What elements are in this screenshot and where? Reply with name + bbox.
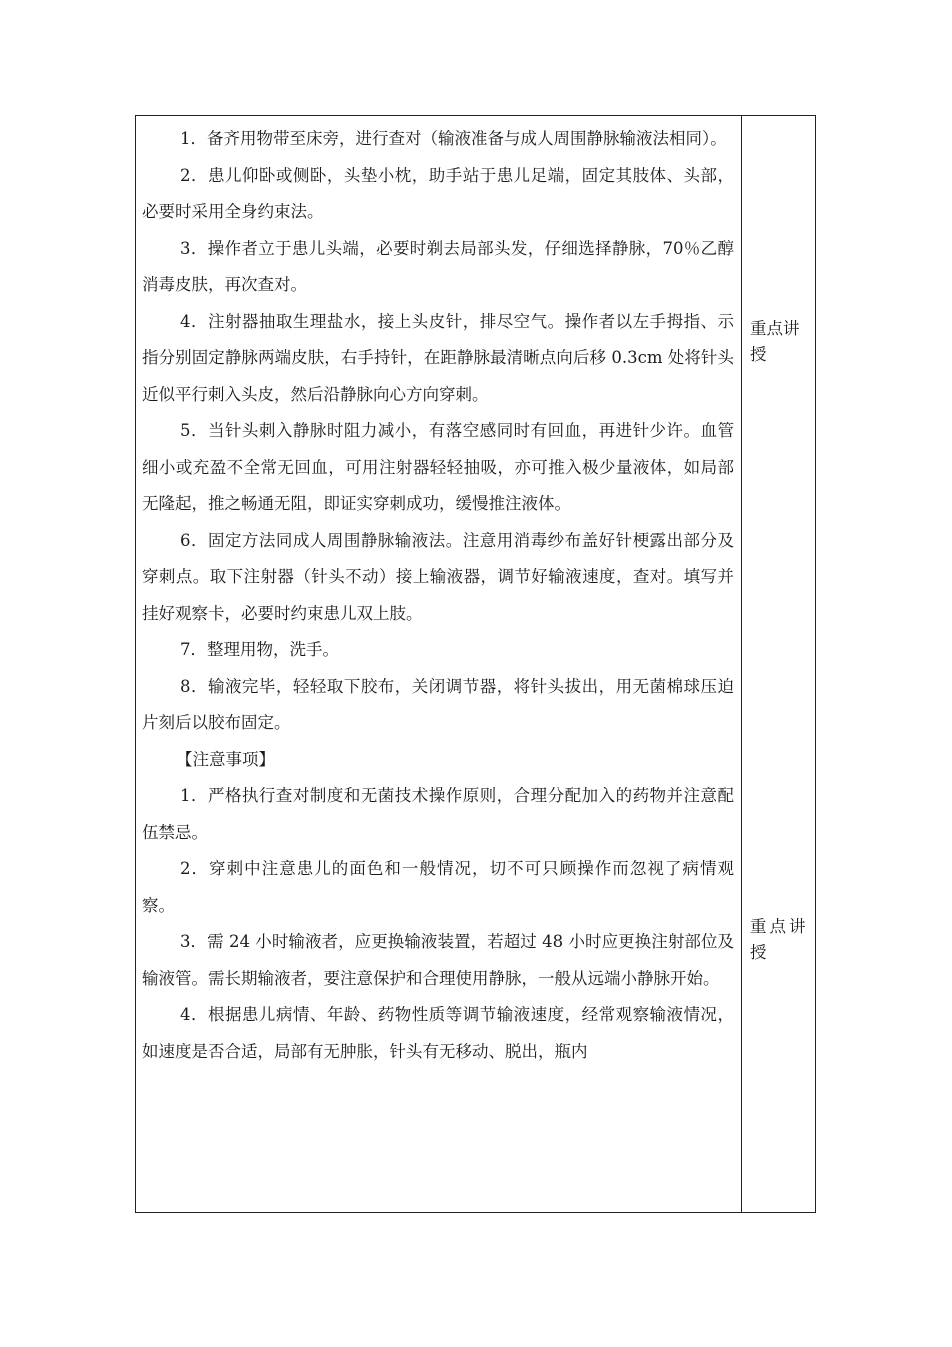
procedure-step: 7．整理用物，洗手。	[180, 640, 339, 659]
procedure-step: 3．操作者立于患儿头端，必要时剃去局部头发，仔细选择静脉，70％乙醇消毒皮肤，再次查对。	[142, 238, 734, 294]
column-divider	[741, 116, 742, 1212]
side-note-key-teaching: 重点讲授	[750, 917, 809, 962]
precaution-item: 4．根据患儿病情、年龄、药物性质等调节输液速度，经常观察输液情况，如速度是否合适，局部有无肿胀，针头有无移动、脱出，瓶内	[142, 1005, 734, 1061]
procedure-step: 8．输液完毕，轻轻取下胶布，关闭调节器，将针头拔出，用无菌棉球压迫片刻后以胶布固定。	[142, 676, 734, 732]
procedure-step: 6．固定方法同成人周围静脉输液法。注意用消毒纱布盖好针梗露出部分及穿刺点。取下注射器（针头不动）接上输液器，调节好输液速度，查对。填写并挂好观察卡，必要时约束患儿双上肢。	[142, 530, 734, 623]
procedure-step: 5．当针头刺入静脉时阻力减小，有落空感同时有回血，再进针少许。血管细小或充盈不全常无回血，可用注射器轻轻抽吸，亦可推入极少量液体，如局部无隆起，推之畅通无阻，即证实穿刺成功，缓慢推注液体。	[142, 421, 734, 513]
procedure-step: 4．注射器抽取生理盐水，接上头皮针，排尽空气。操作者以左手拇指、示指分别固定静脉两端皮肤，右手持针，在距静脉最清晰点向后移 0.3cm 处将针头近似平行刺入头皮，然后沿静脉向心方向穿刺。	[142, 311, 734, 404]
precaution-item: 1．严格执行查对制度和无菌技术操作原则，合理分配加入的药物并注意配伍禁忌。	[142, 786, 734, 842]
content-table	[135, 115, 816, 1213]
procedure-step: 1．备齐用物带至床旁，进行查对（输液准备与成人周围静脉输液法相同）。	[180, 129, 727, 148]
precaution-item: 2．穿刺中注意患儿的面色和一般情况，切不可只顾操作而忽视了病情观察。	[142, 859, 734, 915]
notes-heading: 【注意事项】	[176, 749, 275, 769]
side-note-key-teaching: 重点讲授	[750, 319, 800, 364]
main-content-column	[142, 121, 734, 1070]
procedure-step: 2．患儿仰卧或侧卧，头垫小枕，助手站于患儿足端，固定其肢体、头部，必要时采用全身约束法。	[142, 165, 734, 221]
precaution-item: 3．需 24 小时输液者，应更换输液装置，若超过 48 小时应更换注射部位及输液管。需长期输液者，要注意保护和合理使用静脉，一般从远端小静脉开始。	[142, 932, 734, 988]
